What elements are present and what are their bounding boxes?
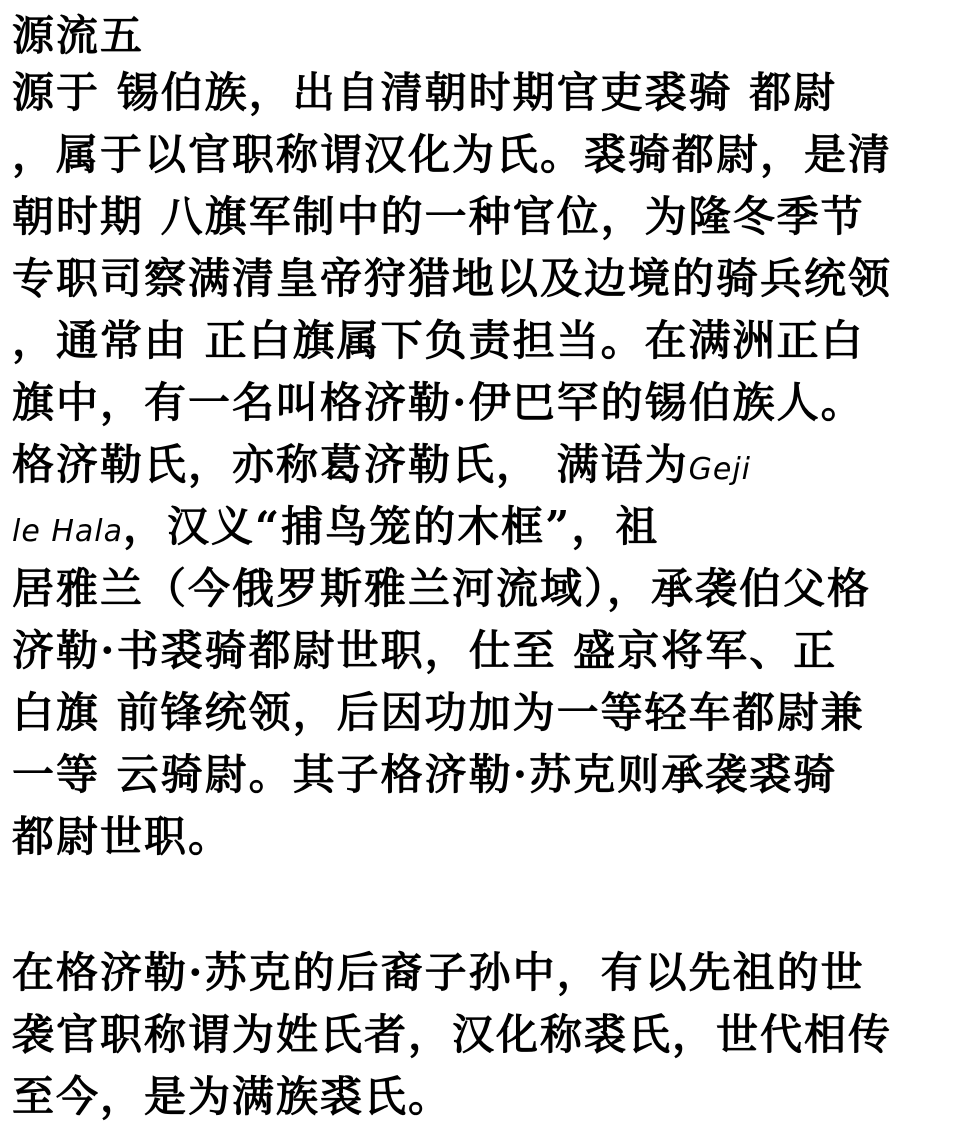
text-line: ，通常由 正白旗属下负责担当。在满洲正白 — [12, 316, 865, 365]
text-line: 一等 云骑尉。其子格济勒·苏克则承袭裘骑 — [12, 750, 838, 799]
manchu-transliteration: le Hala — [12, 514, 123, 549]
text-line: 源于 锡伯族，出自清朝时期官吏裘骑 都尉 — [12, 68, 838, 117]
paragraph-descendants — [12, 942, 968, 1128]
paragraph-gap — [12, 868, 968, 942]
paragraph-origin — [12, 62, 968, 868]
manchu-transliteration: Geji — [688, 452, 751, 487]
text-segment: 格济勒氏，亦称葛济勒氏， 满语为 — [12, 440, 689, 489]
document-body — [12, 10, 968, 1128]
section-heading: 源流五 — [12, 11, 145, 60]
text-line — [12, 496, 968, 558]
text-line: 专职司察满清皇帝狩猎地以及边境的骑兵统领 — [12, 254, 893, 303]
text-line: 朝时期 八旗军制中的一种官位，为隆冬季节 — [12, 192, 865, 241]
text-line: 居雅兰（今俄罗斯雅兰河流域），承袭伯父格 — [12, 564, 872, 613]
text-line: ，属于以官职称谓汉化为氏。裘骑都尉，是清 — [12, 130, 893, 179]
text-line: 白旗 前锋统领，后因功加为一等轻车都尉兼 — [12, 688, 865, 737]
text-segment: ，汉义“捕鸟笼的木框”，祖 — [123, 502, 660, 551]
text-line: 在格济勒·苏克的后裔子孙中，有以先祖的世 — [12, 948, 865, 997]
text-line: 都尉世职。 — [12, 812, 233, 861]
text-line: 袭官职称谓为姓氏者，汉化称裘氏，世代相传 — [12, 1010, 893, 1059]
text-line: 至今，是为满族裘氏。 — [12, 1072, 453, 1121]
text-line: 济勒·书裘骑都尉世职，仕至 盛京将军、正 — [12, 626, 838, 675]
text-line — [12, 434, 968, 496]
text-line: 旗中，有一名叫格济勒·伊巴罕的锡伯族人。 — [12, 378, 865, 427]
